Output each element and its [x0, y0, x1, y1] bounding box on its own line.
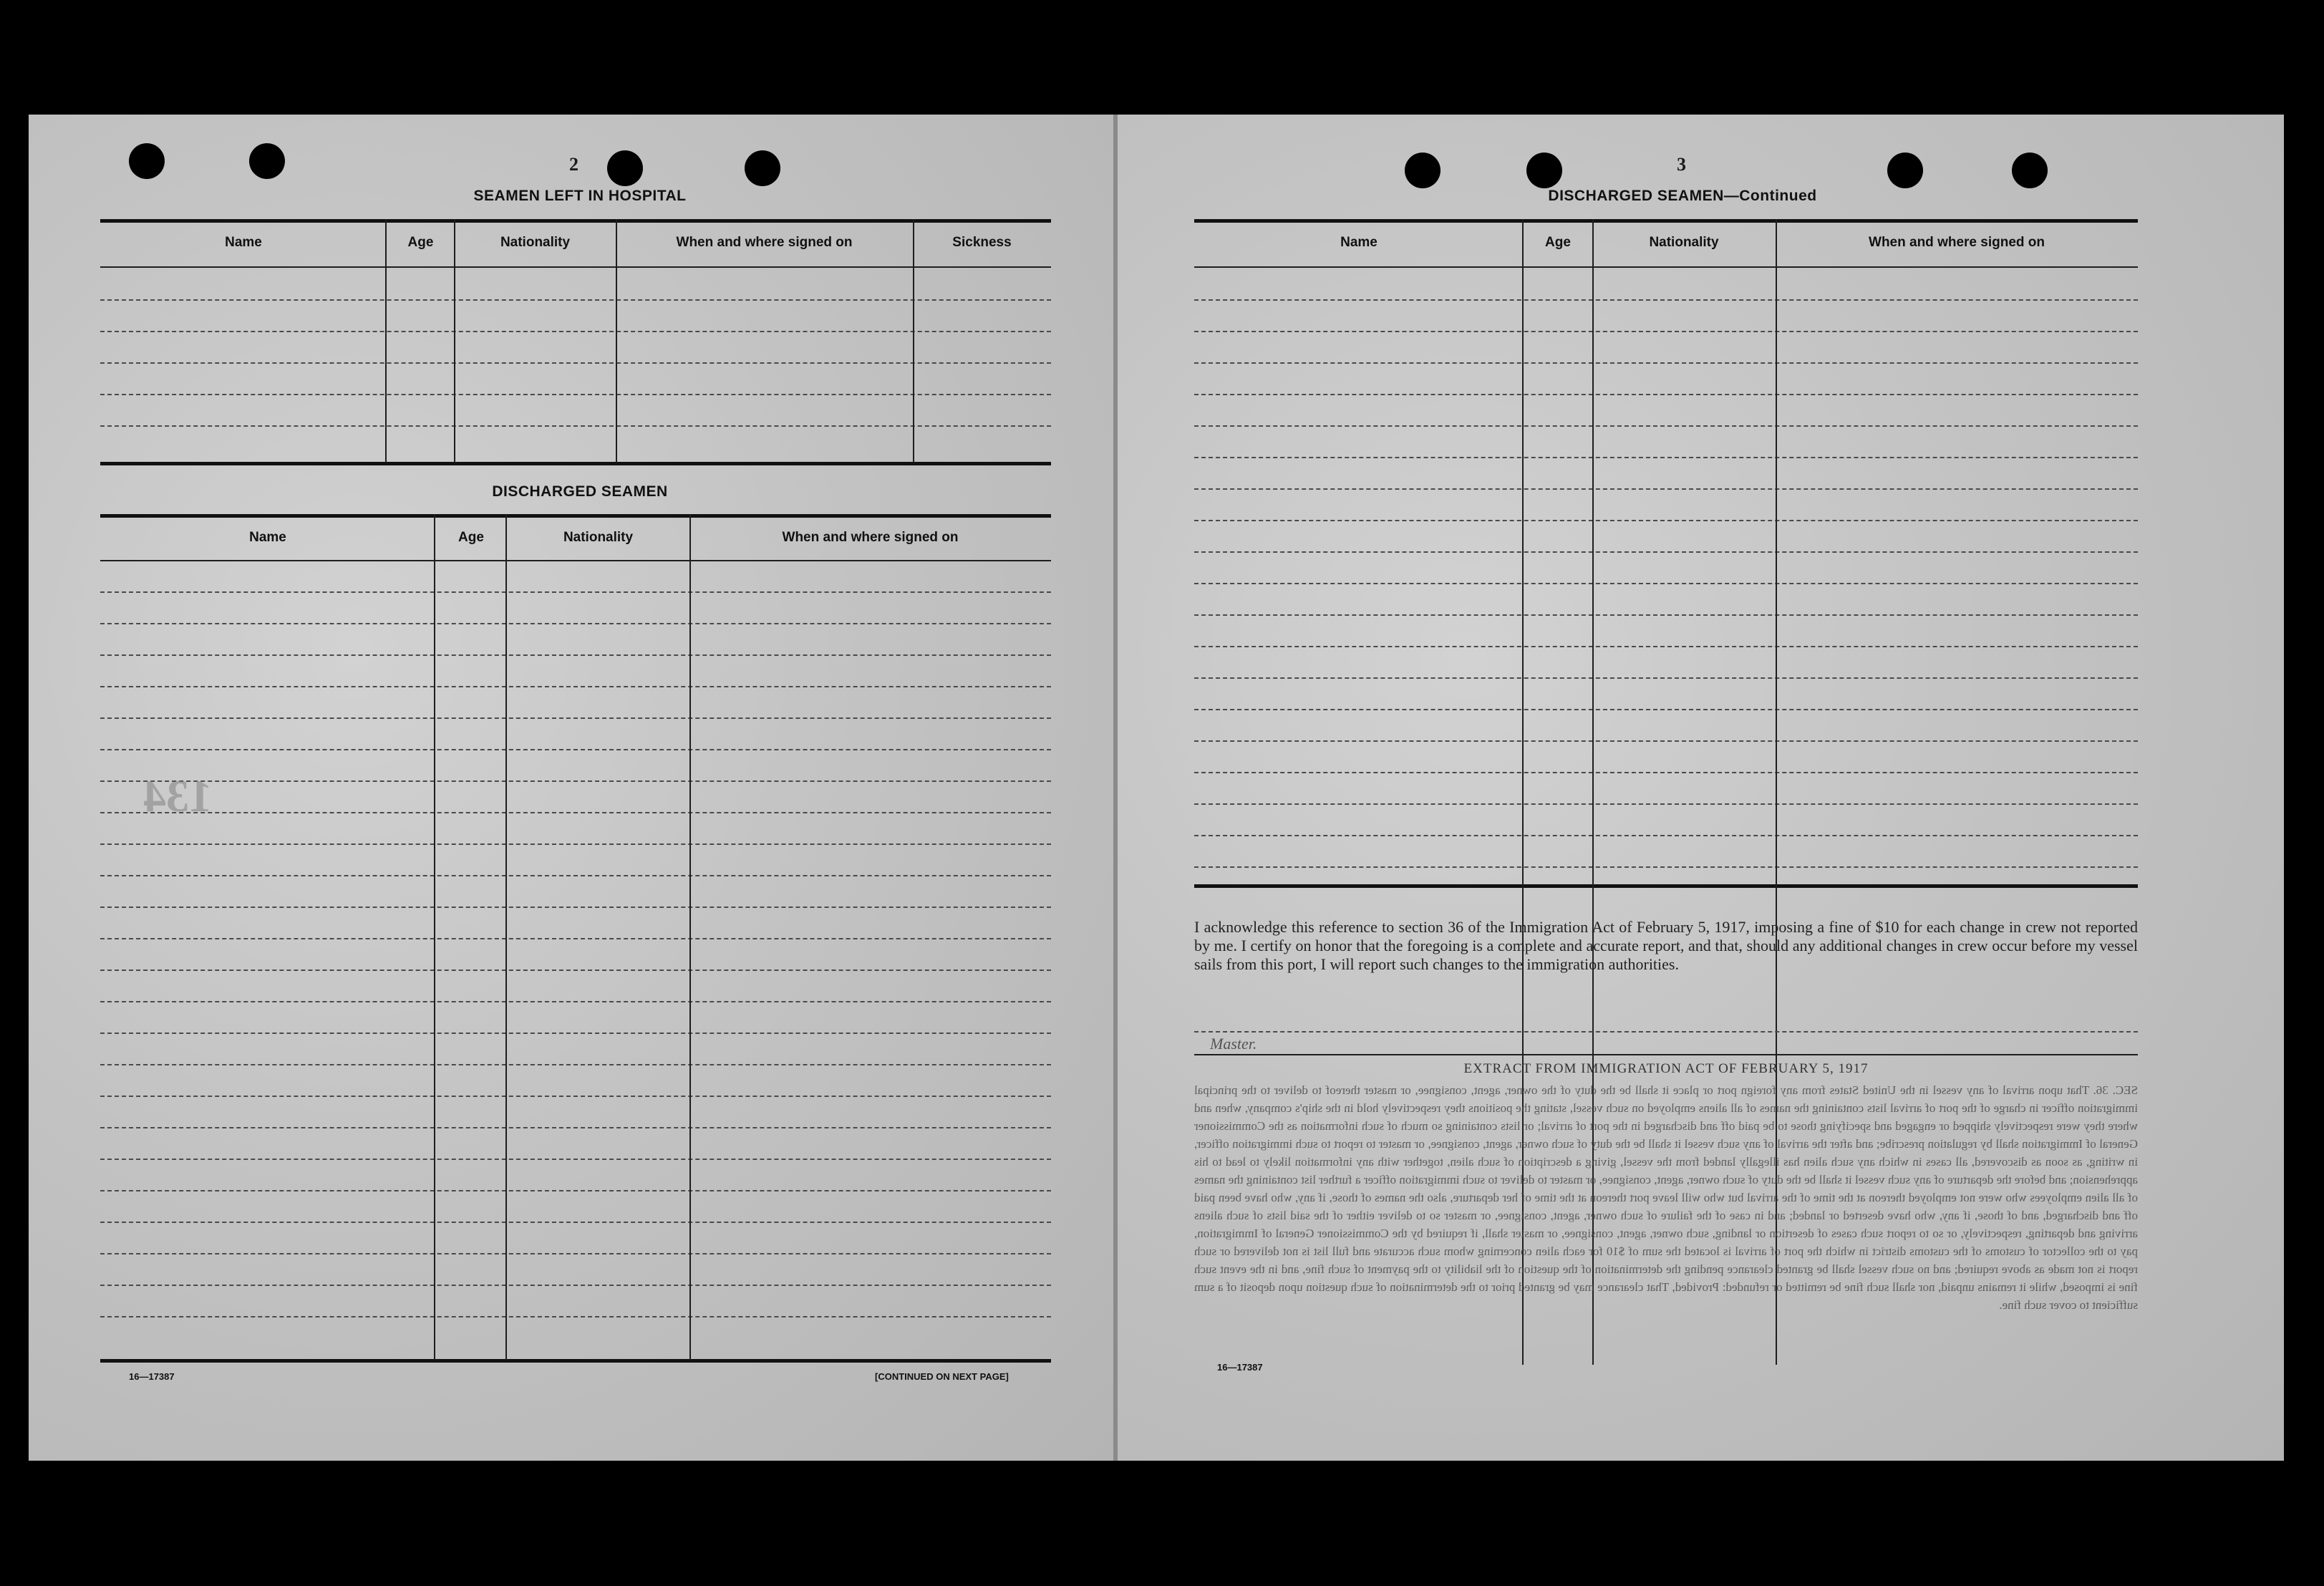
entry-line [1194, 520, 2138, 521]
col-signed-on: When and where signed on [1869, 235, 2045, 250]
entry-line [100, 1127, 1051, 1128]
punch-hole [1405, 153, 1441, 188]
discharged-header-rule [100, 560, 1051, 561]
col-name: Name [249, 530, 286, 545]
col-name: Name [225, 235, 262, 250]
entry-line [100, 623, 1051, 624]
right-top-rule [1194, 219, 2138, 223]
entry-line [100, 299, 1051, 301]
entry-line [100, 1033, 1051, 1034]
entry-line [100, 1316, 1051, 1317]
punch-hole [249, 143, 285, 179]
entry-line [1194, 394, 2138, 395]
entry-line [100, 425, 1051, 427]
punch-hole [745, 150, 780, 186]
extract-rule [1194, 1054, 2138, 1055]
hospital-col-divider [913, 219, 914, 463]
entry-line [1194, 614, 2138, 616]
col-nationality: Nationality [1649, 235, 1719, 250]
hospital-top-rule [100, 219, 1051, 223]
entry-line [1194, 488, 2138, 490]
hospital-bottom-rule [100, 462, 1051, 465]
discharged-col-divider [505, 514, 507, 1360]
right-table-bottom-rule [1194, 884, 2138, 888]
col-name: Name [1340, 235, 1378, 250]
col-sickness: Sickness [952, 235, 1012, 250]
discharged-bottom-rule [100, 1359, 1051, 1363]
page-number: 3 [1677, 154, 1686, 175]
punch-hole [607, 150, 643, 186]
entry-line [1194, 803, 2138, 805]
entry-line [100, 1285, 1051, 1286]
discharged-top-rule [100, 514, 1051, 518]
entry-line [100, 1190, 1051, 1191]
entry-line [100, 1159, 1051, 1160]
entry-line [1194, 551, 2138, 553]
entry-line [100, 1001, 1051, 1002]
entry-line [100, 843, 1051, 845]
punch-hole [1887, 153, 1923, 188]
right-header-rule [1194, 266, 2138, 268]
hospital-section-title: SEAMEN LEFT IN HOSPITAL [473, 188, 687, 204]
entry-line [100, 654, 1051, 656]
punch-hole [2012, 153, 2048, 188]
entry-line [100, 362, 1051, 364]
form-number: 16—17387 [1217, 1362, 1263, 1373]
col-age: Age [458, 530, 484, 545]
hospital-header-rule [100, 266, 1051, 268]
extract-text: SEC. 36. That upon arrival of any vessel in the United States from any foreign port or place it shall be the duty of the owner, agent, consignee, or master thereof to deliver to the principal immigration officer in charge of the port of arrival lists containing the names of all aliens employed on such vessel, stating the positions they respectively hold in the ship's company, when and where they were respectively shipped or engaged and specifying those to be paid off and discharged in the port of arrival; or lists containing so much of such information as the Commissioner General of Immigration shall by regulation prescribe; and after the arrival of any such vessel it shall be the duty of such owner, agent, consignee, or master to report to such immigration officer, in writing, as soon as discovered, all cases in which any such alien has illegally landed from the vessel, giving a description of such alien, together with any information likely to lead to his apprehension; and before the departure of any such vessel it shall be the duty of such owner, agent, consignee, or master to deliver to such immigration officer a further list containing the names of all alien employees who were not employed thereon at the time of the arrival but who will leave port thereon at the time of her departure, also the names of those, if any, who have been paid off and discharged, and of those, if any, who have deserted or landed; and in case of the failure of such owner, agent, consignee, or master so to deliver either of the said lists of such aliens arriving and departing, respectively, or so to report such cases of desertion or landing, such owner, agent, consignee, or master shall, if required by the Commissioner General of Immigration, pay to the collector of customs of the customs district in which the port of arrival is located the sum of $10 for each alien concerning whom such accurate and full list is not delivered or such report is not made as above required; and no such vessel shall be granted clearance pending the determination of the question of the liability to the payment of such fine, and in the event such fine is imposed, while it remains unpaid, nor shall such fine be remitted or refunded: Provided, That clearance may be granted prior to the determination of such question upon deposit of a sum sufficient to cover such fine. [1194, 1083, 2138, 1312]
entry-line [100, 394, 1051, 395]
continued-label: [CONTINUED ON NEXT PAGE] [875, 1371, 1009, 1382]
hospital-col-divider [385, 219, 387, 463]
entry-line [1194, 866, 2138, 868]
hospital-col-divider [454, 219, 455, 463]
entry-line [100, 331, 1051, 332]
discharged-section-title: DISCHARGED SEAMEN [492, 483, 668, 500]
entry-line [100, 875, 1051, 876]
signature-line [1194, 1031, 2138, 1033]
stamp-number: 134 [143, 770, 212, 821]
entry-line [1194, 457, 2138, 458]
entry-line [100, 749, 1051, 750]
discharged-col-divider [434, 514, 435, 1360]
hospital-col-divider [616, 219, 617, 463]
entry-line [100, 1222, 1051, 1223]
entry-line [100, 1096, 1051, 1097]
entry-line [100, 938, 1051, 939]
entry-line [100, 780, 1051, 782]
entry-line [100, 591, 1051, 593]
master-acknowledgment: I acknowledge this reference to section 36 of the Immigration Act of February 5, 1917, imposing a fine of $10 for each change in crew not reported by me. I certify on honor that the foregoing is a complete and accurate report, and that, should any additional changes in crew occur before my vessel sails from this port, I will report such changes to the immigration authorities. [1194, 918, 2138, 973]
discharged-col-divider [689, 514, 691, 1360]
col-signed-on: When and where signed on [782, 530, 959, 545]
entry-line [1194, 362, 2138, 364]
master-signature-label: Master. [1210, 1035, 1257, 1053]
col-signed-on: When and where signed on [676, 235, 853, 250]
col-age: Age [407, 235, 434, 250]
discharged-continued-title: DISCHARGED SEAMEN—Continued [1548, 188, 1817, 204]
col-nationality: Nationality [563, 530, 634, 545]
entry-line [1194, 740, 2138, 742]
entry-line [1194, 646, 2138, 647]
entry-line [1194, 835, 2138, 836]
entry-line [100, 812, 1051, 813]
extract-title: EXTRACT FROM IMMIGRATION ACT OF FEBRUARY 5, 1917 [1463, 1061, 1869, 1076]
entry-line [1194, 299, 2138, 301]
entry-line [1194, 677, 2138, 679]
entry-line [100, 1253, 1051, 1254]
col-age: Age [1545, 235, 1571, 250]
entry-line [100, 906, 1051, 908]
entry-line [100, 686, 1051, 687]
entry-line [1194, 772, 2138, 773]
entry-line [1194, 583, 2138, 584]
punch-hole [1526, 153, 1562, 188]
col-nationality: Nationality [500, 235, 571, 250]
punch-hole [129, 143, 165, 179]
form-number: 16—17387 [129, 1371, 175, 1382]
entry-line [1194, 425, 2138, 427]
entry-line [1194, 709, 2138, 710]
entry-line [1194, 331, 2138, 332]
entry-line [100, 1064, 1051, 1065]
entry-line [100, 717, 1051, 719]
entry-line [100, 970, 1051, 971]
page-number: 2 [569, 154, 578, 175]
page-fold [1113, 115, 1118, 1461]
